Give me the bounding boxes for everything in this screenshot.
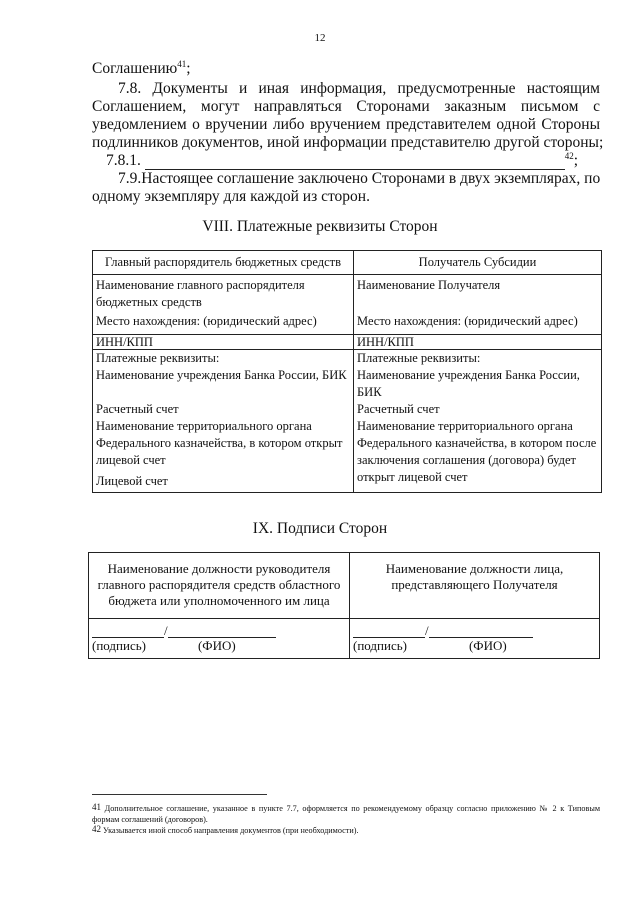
slash: / — [425, 623, 429, 638]
name-blank — [429, 625, 533, 638]
name-blank — [168, 625, 276, 638]
signatures-table — [88, 552, 600, 659]
recipient-inn: ИНН/КПП — [354, 335, 602, 350]
semicolon: ; — [186, 60, 191, 77]
clause-7-8-1 — [106, 152, 600, 170]
clause-7-8-line-1: 7.8. Документы и иная информация, предусмотренные настоящим — [118, 80, 600, 97]
recipient-account: Расчетный счет — [357, 402, 440, 416]
payer-header: Главный распорядитель бюджетных средств — [93, 251, 354, 275]
payer-signature-captions — [92, 638, 346, 653]
recipient-header: Получатель Субсидии — [354, 251, 602, 275]
paragraph-continuation — [92, 60, 600, 78]
payment-details-table — [92, 250, 602, 493]
recipient-bank: Наименование учреждения Банка России, БИК — [357, 368, 580, 399]
payer-bank: Наименование учреждения Банка России, БИК — [96, 368, 347, 382]
payer-inn: ИНН/КПП — [93, 335, 354, 350]
clause-7-9-line-1: 7.9.Настоящее соглашение заключено Сторонами в двух экземплярах, по — [118, 170, 601, 187]
section-9-title: IX. Подписи Сторон — [252, 520, 388, 537]
agreement-word: Соглашению — [92, 60, 178, 77]
footnote-ref-41: 41 — [177, 59, 187, 69]
payer-treasury: Наименование территориального органа Федерального казначейства, в котором открыт лицевой счет — [96, 419, 343, 467]
payer-name-cell — [93, 275, 354, 335]
footnote-42-text: Указывается иной способ направления документов (при необходимости). — [103, 826, 359, 835]
payer-personal-account: Лицевой счет — [96, 474, 168, 488]
signature-caption: (подпись) — [353, 638, 407, 653]
footnote-42-mark: 42 — [92, 824, 101, 834]
signature-blank — [353, 625, 425, 638]
payer-name-label: Наименование главного распорядителя бюджетных средств — [96, 278, 305, 309]
payer-payment-title: Платежные реквизиты: — [96, 351, 220, 365]
clause-7-8-line-2: Соглашением, могут направляться Сторонами заказным письмом с — [92, 98, 600, 115]
clause-7-9-line-2: одному экземпляру для каждой из сторон. — [92, 188, 370, 205]
recipient-signature-cell — [350, 619, 600, 659]
payer-signature-line — [92, 623, 346, 638]
footnote-41-mark: 41 — [92, 802, 101, 812]
footnote-ref-42: 42 — [564, 151, 574, 161]
payer-signatory-title: Наименование должности руководителя главного распорядителя средств областного бюджета или уполномоченного им лица — [89, 553, 350, 619]
signature-blank — [92, 625, 164, 638]
recipient-name-label: Наименование Получателя — [357, 278, 501, 292]
recipient-signature-line — [353, 623, 596, 638]
section-8-title: VIII. Платежные реквизиты Сторон — [202, 218, 438, 235]
payer-signature-cell — [89, 619, 350, 659]
payer-payment-cell — [93, 350, 354, 493]
recipient-location-label: Место нахождения: (юридический адрес) — [357, 314, 578, 328]
name-caption: (ФИО) — [197, 638, 236, 653]
clause-7-8-1-blank — [145, 157, 565, 170]
recipient-signatory-title: Наименование должности лица, представляющего Получателя — [350, 553, 600, 619]
slash: / — [164, 623, 168, 638]
footnote-42 — [92, 825, 600, 836]
clause-7-8-line-3: уведомлением о вручении либо вручением представителем одной Стороны — [92, 116, 600, 133]
signature-caption: (подпись) — [92, 638, 146, 653]
recipient-payment-title: Платежные реквизиты: — [357, 351, 481, 365]
payer-account: Расчетный счет — [96, 402, 179, 416]
page-number: 12 — [314, 32, 326, 44]
name-caption: (ФИО) — [468, 638, 507, 653]
recipient-name-cell — [354, 275, 602, 335]
clause-7-8-1-label: 7.8.1. — [106, 152, 141, 169]
payer-location-label: Место нахождения: (юридический адрес) — [96, 314, 317, 328]
semicolon: ; — [573, 152, 579, 169]
footnote-41-text: Дополнительное соглашение, указанное в пункте 7.7, оформляется по рекомендуемому образцу согласно приложению № 2 к Типовым формам соглашений (договоров). — [92, 804, 600, 824]
footnote-separator — [92, 794, 267, 795]
recipient-signature-captions — [353, 638, 596, 653]
clause-7-8-line-4: подлинников документов, иной информации представителю другой стороны; — [92, 134, 604, 151]
footnote-41 — [92, 803, 600, 825]
recipient-treasury: Наименование территориального органа Федерального казначейства, в котором после заключения соглашения (договора) будет открыт лицевой счет — [357, 419, 597, 484]
recipient-payment-cell — [354, 350, 602, 493]
